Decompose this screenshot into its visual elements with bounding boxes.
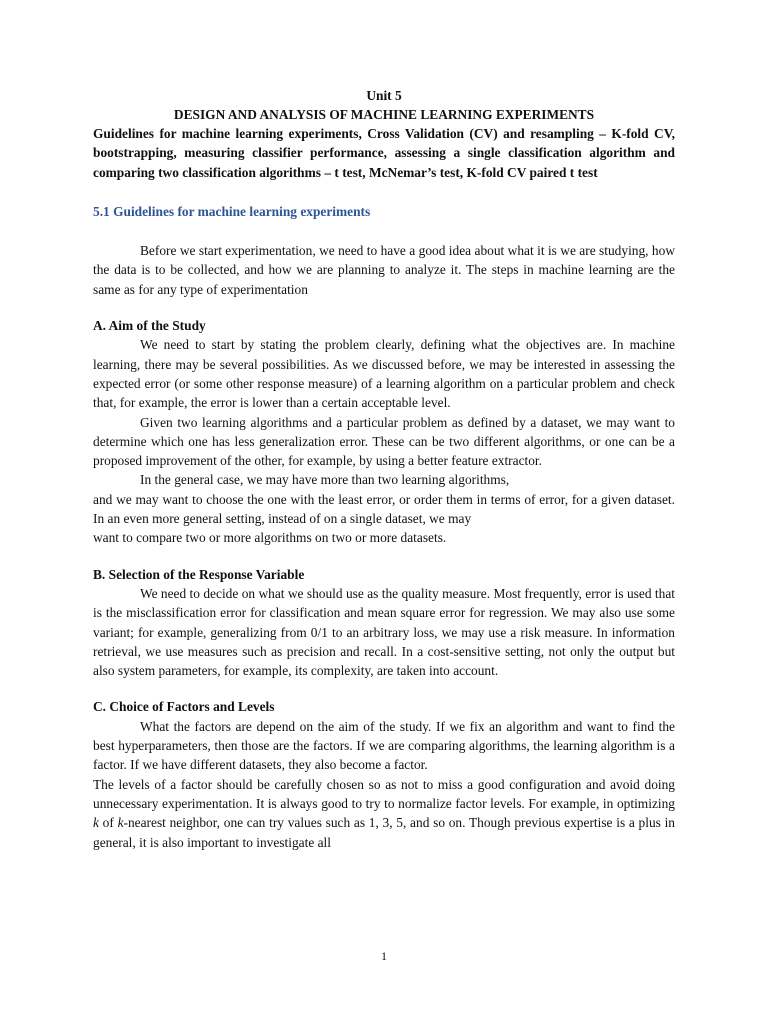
section-heading: 5.1 Guidelines for machine learning experiments <box>93 203 371 219</box>
unit-label: Unit 5 <box>366 88 402 103</box>
page-number: 1 <box>381 949 387 963</box>
intro-paragraph: Before we start experimentation, we need to have a good idea about what it is we are studying, how the data is to be collected, and how we are planning to analyze it. The steps in machine learning are the same as for any type of experimentation <box>93 243 675 297</box>
aim-paragraph-5: want to compare two or more algorithms on two or more datasets. <box>93 530 447 546</box>
syllabus-summary: Guidelines for machine learning experiments, Cross Validation (CV) and resampling – K-fold CV, bootstrapping, measuring classifier performance, assessing a single classification algorithm and comparing two classification algorithms – t test, McNemar’s test, K-fold CV paired t test <box>93 126 675 180</box>
document-page <box>93 80 675 852</box>
heading-response-variable: B. Selection of the Response Variable <box>93 566 305 582</box>
page-title: DESIGN AND ANALYSIS OF MACHINE LEARNING EXPERIMENTS <box>173 107 595 122</box>
factors-paragraph-1: What the factors are depend on the aim of the study. If we fix an algorithm and want to find the best hyperparameters, then those are the factors. If we are comparing algorithms, the learning algorithm is a factor. If we have different datasets, they also become a factor. <box>93 718 675 773</box>
response-paragraph: We need to decide on what we should use as the quality measure. Most frequently, error is used that is the misclassification error for classification and mean square error for regression. We may also use some variant; for example, generalizing from 0/1 to an arbitrary loss, we may use a risk measure. In information retrieval, we use measures such as precision and recall. In a cost-sensitive setting, not only the output but also system parameters, for example, its complexity, are taken into account. <box>93 585 675 679</box>
k-variable: k <box>93 815 99 831</box>
factors-text-c: -nearest neighbor, one can try values such as 1, 3, 5, and so on. Though previous expertise is a plus in general, it is also important to investigate all <box>93 815 675 850</box>
k-variable: k <box>117 815 124 831</box>
heading-factors-levels: C. Choice of Factors and Levels <box>93 699 275 715</box>
aim-paragraph-4: and we may want to choose the one with the least error, or order them in terms of error, for a given dataset. In an even more general setting, instead of on a single dataset, we may <box>93 491 675 527</box>
factors-paragraph-2 <box>93 775 675 852</box>
aim-paragraph-1: We need to start by stating the problem clearly, defining what the objectives are. In machine learning, there may be several possibilities. As we discussed before, we may be interested in assessing the expected error (or some other response measure) of a learning algorithm on a particular problem and check that, for example, the error is lower than a certain acceptable level. <box>93 337 675 411</box>
aim-paragraph-2: Given two learning algorithms and a particular problem as defined by a dataset, we may want to determine which one has less generalization error. These can be two different algorithms, or one can be a proposed improvement of the other, for example, by using a better feature extractor. <box>93 414 675 469</box>
factors-text-a: The levels of a factor should be carefully chosen so as not to miss a good configuration and avoid doing unnecessary experimentation. It is always good to try to normalize factor levels. For example, in optimizing <box>93 776 675 811</box>
heading-aim-of-study: A. Aim of the Study <box>93 318 206 334</box>
aim-paragraph-3: In the general case, we may have more than two learning algorithms, <box>140 472 510 488</box>
factors-text-b: of <box>98 815 118 831</box>
